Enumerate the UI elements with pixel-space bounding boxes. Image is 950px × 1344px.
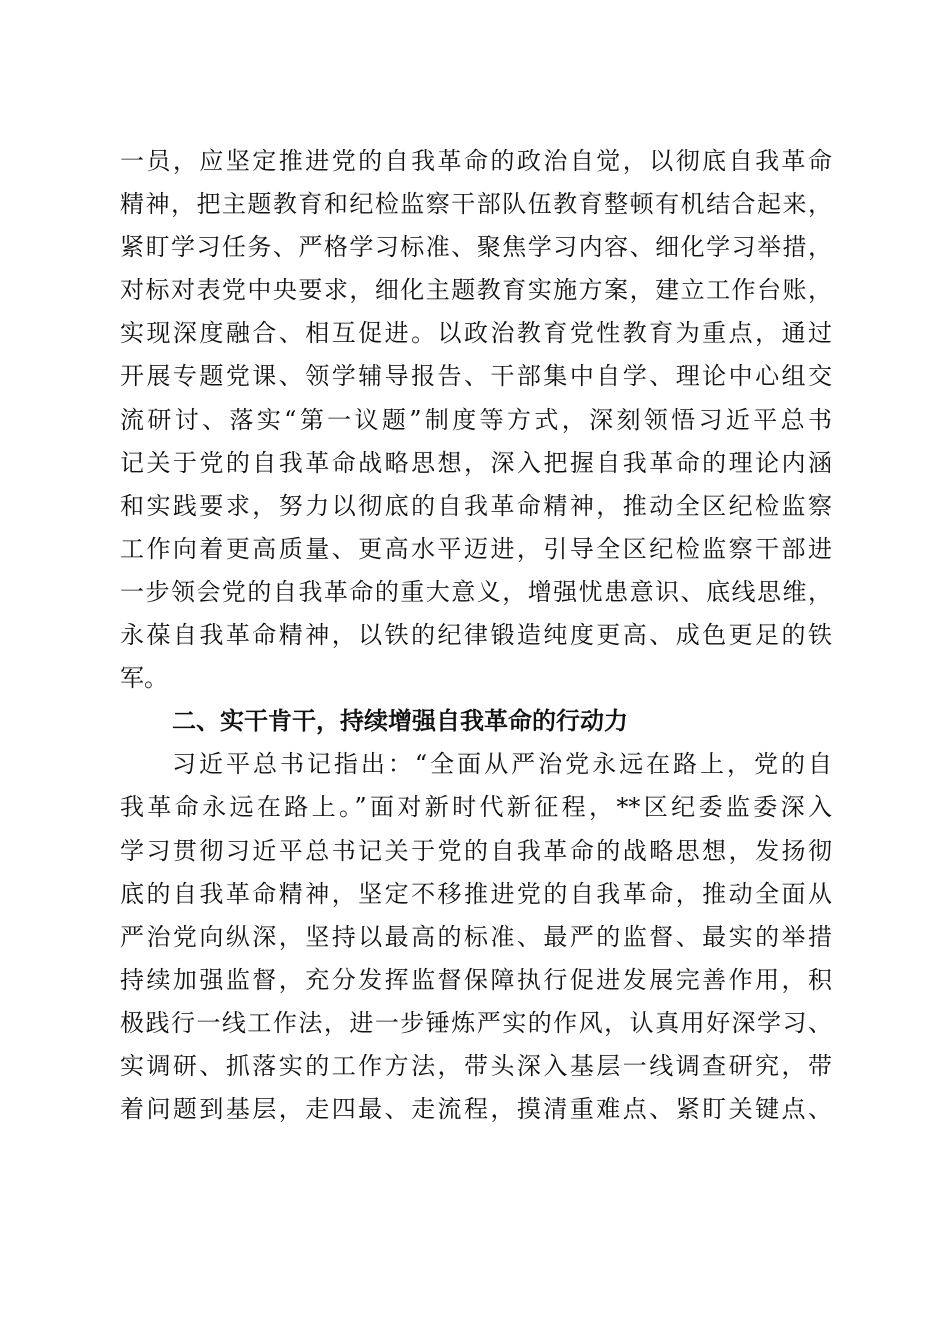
paragraph-line: 实调研、抓落实的工作方法，带头深入基层一线调查研究，带 — [120, 1051, 832, 1080]
paragraph-line: 着问题到基层，走四最、走流程，摸清重难点、紧盯关键点、 — [120, 1095, 832, 1124]
paragraph-line: 永葆自我革命精神，以铁的纪律锻造纯度更高、成色更足的铁 — [120, 621, 832, 650]
paragraph-line: 一步领会党的自我革命的重大意义，增强忧患意识、底线思维， — [120, 577, 832, 606]
paragraph-line: 对标对表党中央要求，细化主题教育实施方案，建立工作台账， — [120, 276, 832, 305]
document-body — [120, 140, 832, 1131]
paragraph-line: 持续加强监督，充分发挥监督保障执行促进发展完善作用，积 — [120, 965, 832, 994]
paragraph-line: 极践行一线工作法，进一步锤炼严实的作风，认真用好深学习、 — [120, 1008, 832, 1037]
paragraph-line: 记关于党的自我革命战略思想，深入把握自我革命的理论内涵 — [120, 448, 832, 477]
paragraph-line: 和实践要求，努力以彻底的自我革命精神，推动全区纪检监察 — [120, 491, 832, 520]
paragraph-line: 工作向着更高质量、更高水平迈进，引导全区纪检监察干部进 — [120, 534, 832, 563]
paragraph-line: 实现深度融合、相互促进。以政治教育党性教育为重点，通过 — [120, 319, 832, 348]
paragraph-line: 开展专题党课、领学辅导报告、干部集中自学、理论中心组交 — [120, 362, 832, 391]
paragraph-line: 军。 — [120, 664, 168, 693]
paragraph-line: 精神，把主题教育和纪检监察干部队伍教育整顿有机结合起来， — [120, 190, 832, 219]
paragraph-line: 底的自我革命精神，坚定不移推进党的自我革命，推动全面从 — [120, 879, 832, 908]
paragraph-line: 学习贯彻习近平总书记关于党的自我革命的战略思想，发扬彻 — [120, 836, 832, 865]
paragraph-line: 流研讨、落实“第一议题”制度等方式，深刻领悟习近平总书 — [120, 405, 832, 434]
paragraph-line: 一员，应坚定推进党的自我革命的政治自觉，以彻底自我革命 — [120, 147, 832, 175]
paragraph-line: 紧盯学习任务、严格学习标准、聚焦学习内容、细化学习举措， — [120, 233, 832, 262]
section-heading: 二、实干肯干，持续增强自我革命的行动力 — [172, 707, 628, 736]
paragraph-line: 我革命永远在路上。”面对新时代新征程，**区纪委监委深入 — [120, 793, 832, 822]
paragraph-line: 习近平总书记指出：“全面从严治党永远在路上，党的自 — [172, 750, 832, 779]
paragraph-line: 严治党向纵深，坚持以最高的标准、最严的监督、最实的举措 — [120, 922, 832, 951]
